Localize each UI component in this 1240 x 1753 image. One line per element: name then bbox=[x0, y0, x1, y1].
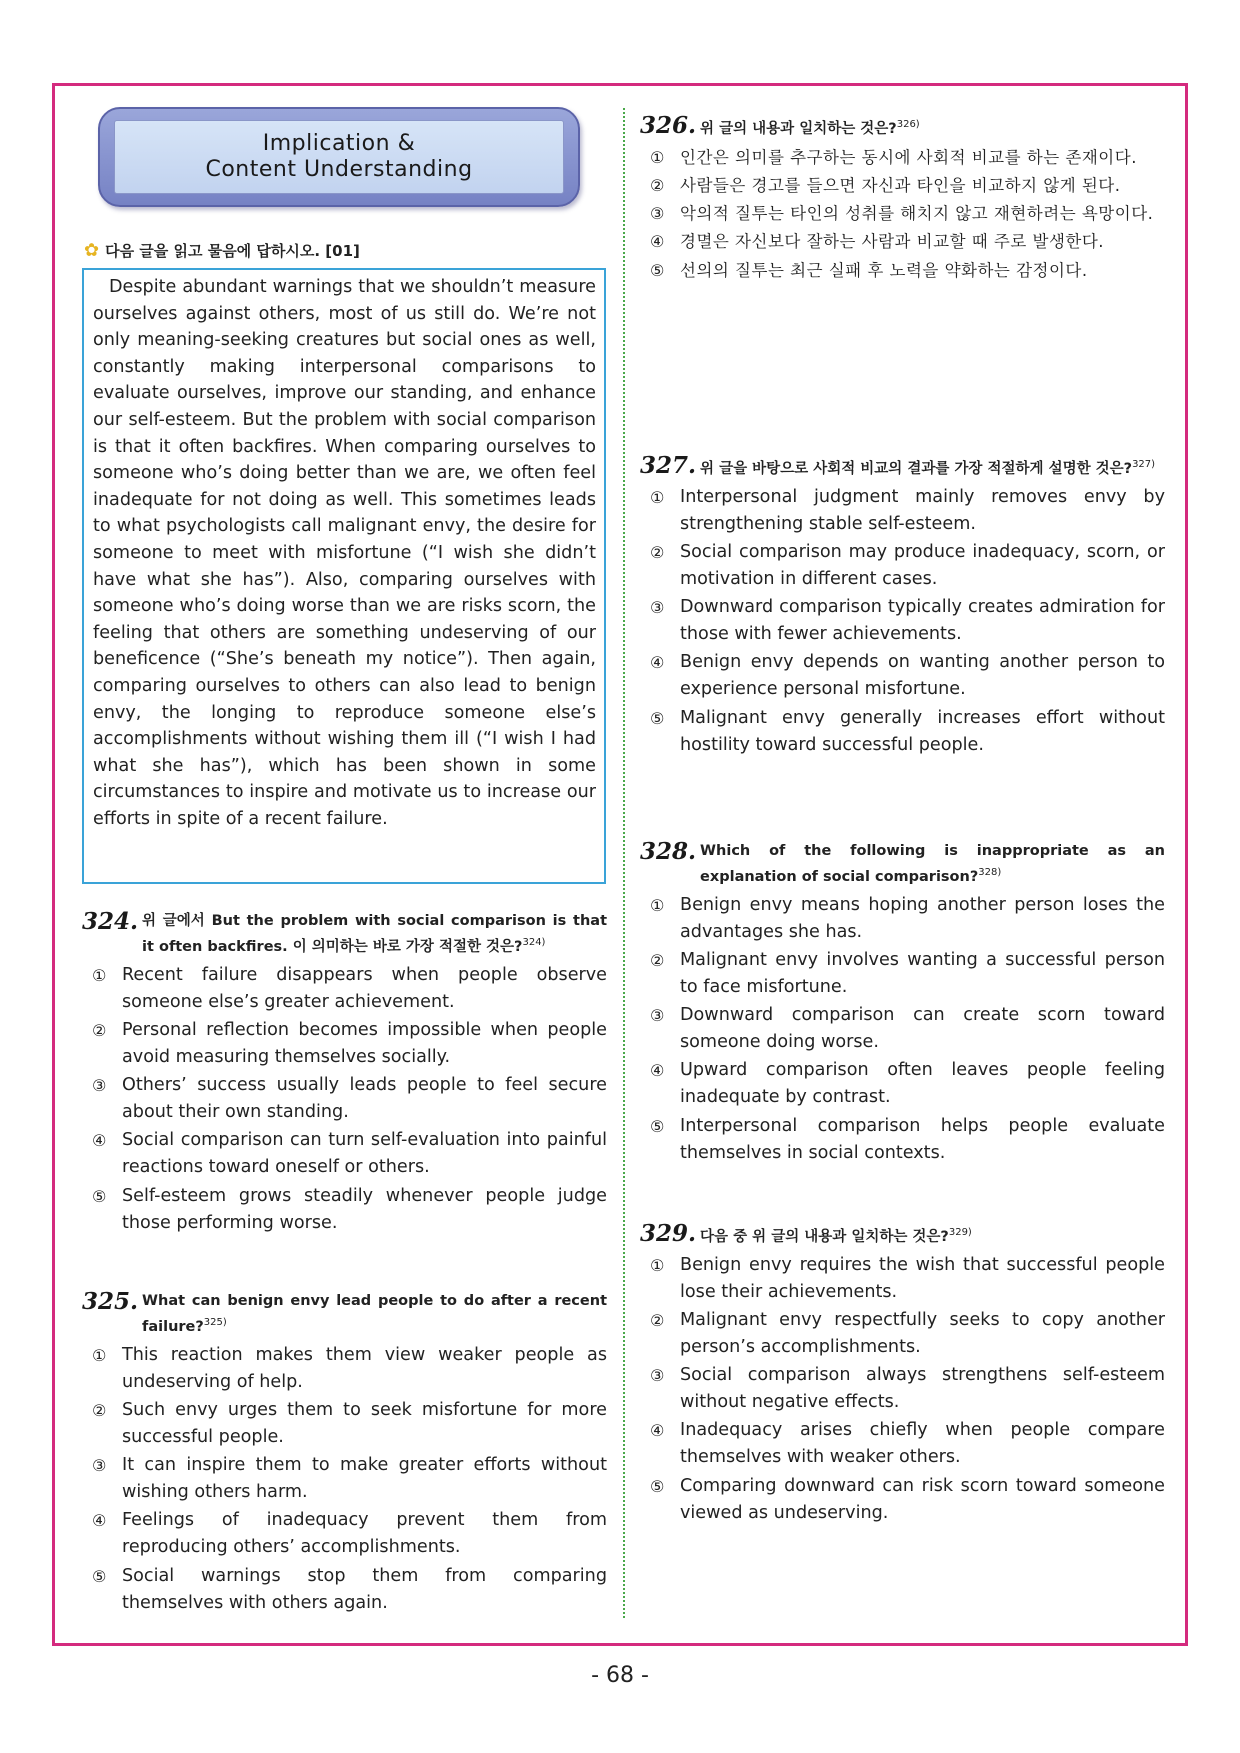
option[interactable] bbox=[640, 172, 1165, 199]
option-text: Social comparison can turn self-evaluation into painful reactions toward oneself or others. bbox=[122, 1130, 607, 1178]
option-text: It can inspire them to make greater efforts without wishing others harm. bbox=[122, 1455, 607, 1503]
option-mark: ⑤ bbox=[92, 1186, 107, 1206]
footnote-ref: 325) bbox=[203, 1317, 227, 1328]
option-mark: ③ bbox=[650, 598, 665, 618]
question-stem-text: Which of the following is inappropriate as an explanation of social comparison? bbox=[700, 843, 1165, 885]
option-text: Personal reflection becomes impossible when people avoid measuring themselves socially. bbox=[122, 1020, 607, 1068]
question-329 bbox=[640, 1222, 1165, 1528]
option-text: Upward comparison often leaves people feeling inadequate by contrast. bbox=[680, 1060, 1165, 1108]
option[interactable] bbox=[82, 1452, 607, 1506]
option[interactable] bbox=[640, 144, 1165, 171]
question-stem bbox=[700, 114, 920, 140]
option[interactable] bbox=[640, 539, 1165, 593]
option[interactable] bbox=[640, 257, 1165, 284]
question-stem-text: 위 글을 바탕으로 사회적 비교의 결과를 가장 적절하게 설명한 것은? bbox=[700, 460, 1133, 477]
option[interactable] bbox=[82, 1017, 607, 1071]
question-stem bbox=[700, 840, 1165, 888]
option-text: Interpersonal comparison helps people evaluate themselves in social contexts. bbox=[680, 1115, 1165, 1163]
option-text: 인간은 의미를 추구하는 동시에 사회적 비교를 하는 존재이다. bbox=[680, 147, 1137, 167]
option-mark: ② bbox=[650, 543, 665, 563]
option-mark: ② bbox=[650, 176, 665, 196]
option-text: Benign envy requires the wish that successful people lose their achievements. bbox=[680, 1254, 1165, 1302]
option-text: Malignant envy generally increases effort without hostility toward successful people. bbox=[680, 707, 1165, 755]
option[interactable] bbox=[82, 1183, 607, 1237]
option[interactable] bbox=[82, 1072, 607, 1126]
option-text: Self-esteem grows steadily whenever people judge those performing worse. bbox=[122, 1185, 607, 1233]
option-text: Social comparison may produce inadequacy, scorn, or motivation in different cases. bbox=[680, 542, 1165, 590]
instruction-text: 다음 글을 읽고 물음에 답하시오. [01] bbox=[105, 242, 360, 260]
option-mark: ④ bbox=[650, 232, 665, 252]
question-stem bbox=[700, 1222, 972, 1248]
instruction bbox=[84, 240, 360, 261]
option-text: Downward comparison can create scorn toward someone doing worse. bbox=[680, 1005, 1165, 1053]
question-stem-text: 위 글에서 But the problem with social comparison is that it often backfires. 이 의미하는 바로 가장 적절한 것은? bbox=[142, 913, 607, 955]
question-stem-text: 위 글의 내용과 일치하는 것은? bbox=[700, 120, 897, 137]
option[interactable] bbox=[640, 1362, 1165, 1416]
option-mark: ① bbox=[650, 147, 665, 167]
section-title-box bbox=[98, 107, 580, 207]
column-divider bbox=[623, 108, 625, 1618]
option-text: Benign envy depends on wanting another person to experience personal misfortune. bbox=[680, 652, 1165, 700]
option-mark: ③ bbox=[92, 1076, 107, 1096]
question-stem bbox=[142, 910, 607, 958]
question-stem-text: What can benign envy lead people to do after a recent failure? bbox=[142, 1293, 607, 1335]
option-mark: ② bbox=[650, 951, 665, 971]
option-text: Inadequacy arises chiefly when people compare themselves with weaker others. bbox=[680, 1420, 1165, 1468]
option[interactable] bbox=[82, 1127, 607, 1181]
option-text: Social warnings stop them from comparing themselves with others again. bbox=[122, 1565, 607, 1613]
option[interactable] bbox=[640, 1002, 1165, 1056]
option-mark: ④ bbox=[650, 1421, 665, 1441]
option-mark: ② bbox=[92, 1021, 107, 1041]
option-text: Interpersonal judgment mainly removes envy by strengthening stable self-esteem. bbox=[680, 486, 1165, 534]
question-number: 324. bbox=[82, 908, 139, 935]
footnote-ref: 324) bbox=[522, 937, 546, 948]
flower-icon: ✿ bbox=[84, 240, 100, 261]
footnote-ref: 327) bbox=[1132, 459, 1156, 470]
option-mark: ⑤ bbox=[650, 708, 665, 728]
option[interactable] bbox=[640, 200, 1165, 227]
question-325 bbox=[82, 1290, 607, 1618]
option-mark: ⑤ bbox=[92, 1566, 107, 1586]
option[interactable] bbox=[640, 892, 1165, 946]
question-number: 327. bbox=[640, 452, 697, 479]
question-number: 329. bbox=[640, 1220, 697, 1247]
option-text: This reaction makes them view weaker people as undeserving of help. bbox=[122, 1344, 607, 1392]
option-text: 악의적 질투는 타인의 성취를 해치지 않고 재현하려는 욕망이다. bbox=[680, 204, 1154, 224]
reading-passage bbox=[82, 268, 606, 884]
option-mark: ④ bbox=[650, 1061, 665, 1081]
option[interactable] bbox=[640, 1307, 1165, 1361]
section-title-inner bbox=[114, 120, 564, 194]
question-stem bbox=[142, 1290, 607, 1338]
section-title-line1: Implication & bbox=[262, 131, 416, 156]
question-327 bbox=[640, 454, 1165, 760]
option-mark: ① bbox=[650, 895, 665, 915]
option-text: Benign envy means hoping another person loses the advantages she has. bbox=[680, 894, 1165, 942]
option[interactable] bbox=[82, 1342, 607, 1396]
option-text: Social comparison always strengthens self-esteem without negative effects. bbox=[680, 1365, 1165, 1413]
option-text: Malignant envy respectfully seeks to copy another person’s accomplishments. bbox=[680, 1310, 1165, 1358]
option-mark: ① bbox=[92, 1345, 107, 1365]
option[interactable] bbox=[82, 1507, 607, 1561]
option-mark: ④ bbox=[92, 1511, 107, 1531]
option-mark: ⑤ bbox=[650, 1476, 665, 1496]
option[interactable] bbox=[640, 1417, 1165, 1471]
option-mark: ③ bbox=[650, 1366, 665, 1386]
option-mark: ⑤ bbox=[650, 1116, 665, 1136]
option[interactable] bbox=[640, 705, 1165, 759]
option-text: Comparing downward can risk scorn toward someone viewed as undeserving. bbox=[680, 1475, 1165, 1523]
option-text: Such envy urges them to seek misfortune for more successful people. bbox=[122, 1400, 607, 1448]
question-328 bbox=[640, 840, 1165, 1168]
option-text: 사람들은 경고를 들으면 자신과 타인을 비교하지 않게 된다. bbox=[680, 176, 1121, 196]
option-text: Downward comparison typically creates admiration for those with fewer achievements. bbox=[680, 597, 1165, 645]
question-number: 325. bbox=[82, 1288, 139, 1315]
option[interactable] bbox=[640, 947, 1165, 1001]
option[interactable] bbox=[640, 1057, 1165, 1111]
option-text: 경멸은 자신보다 잘하는 사람과 비교할 때 주로 발생한다. bbox=[680, 232, 1105, 252]
option[interactable] bbox=[82, 962, 607, 1016]
question-324 bbox=[82, 910, 607, 1238]
section-title-line2: Content Understanding bbox=[205, 157, 473, 182]
option-text: Recent failure disappears when people observe someone else’s greater achievement. bbox=[122, 964, 607, 1012]
page-number: - 68 - bbox=[591, 1663, 649, 1688]
option-text: Malignant envy involves wanting a successful person to face misfortune. bbox=[680, 950, 1165, 998]
option-mark: ⑤ bbox=[650, 260, 665, 280]
option[interactable] bbox=[640, 1473, 1165, 1527]
question-stem bbox=[700, 454, 1155, 480]
option[interactable] bbox=[640, 484, 1165, 538]
footnote-ref: 328) bbox=[978, 867, 1002, 878]
option-text: Feelings of inadequacy prevent them from reproducing others’ accomplishments. bbox=[122, 1510, 607, 1558]
option[interactable] bbox=[640, 649, 1165, 703]
option-mark: ① bbox=[650, 1255, 665, 1275]
passage-text: Despite abundant warnings that we shouldn’t measure ourselves against others, most of us still do. We’re not only meaning-seeking creatures but social ones as well, constantly making interpersonal comparisons to evaluate ourselves, improve our standing, and enhance our self-esteem. But the problem with social comparison is that it often backfires. When comparing ourselves to someone who’s doing better than we are, we often feel inadequate for not doing as well. This sometimes leads to what psychologists call malignant envy, the desire for someone to meet with misfortune (“I wish she didn’t have what she has”). Also, comparing ourselves with someone who’s doing worse than we are risks scorn, the feeling that others are something undeserving of our beneficence (“She’s beneath my notice”). Then again, comparing ourselves to others can also lead to benign envy, the longing to reproduce someone else’s accomplishments without wishing them ill (“I wish I had what she has”), which has been shown in some circumstances to inspire and motivate us to increase our efforts in spite of a recent failure. bbox=[93, 277, 596, 829]
question-number: 328. bbox=[640, 838, 697, 865]
option-mark: ① bbox=[92, 965, 107, 985]
option-text: 선의의 질투는 최근 실패 후 노력을 약화하는 감정이다. bbox=[680, 260, 1088, 280]
option-mark: ④ bbox=[650, 653, 665, 673]
option[interactable] bbox=[640, 1113, 1165, 1167]
option-mark: ③ bbox=[650, 1006, 665, 1026]
option-mark: ② bbox=[650, 1311, 665, 1331]
footnote-ref: 329) bbox=[948, 1227, 972, 1238]
footnote-ref: 326) bbox=[896, 119, 920, 130]
question-326 bbox=[640, 114, 1165, 285]
option-mark: ④ bbox=[92, 1131, 107, 1151]
option-mark: ③ bbox=[92, 1456, 107, 1476]
option[interactable] bbox=[640, 228, 1165, 255]
option[interactable] bbox=[82, 1397, 607, 1451]
option-mark: ① bbox=[650, 487, 665, 507]
question-stem-text: 다음 중 위 글의 내용과 일치하는 것은? bbox=[700, 1228, 949, 1245]
option[interactable] bbox=[640, 594, 1165, 648]
option-mark: ② bbox=[92, 1401, 107, 1421]
option-text: Others’ success usually leads people to feel secure about their own standing. bbox=[122, 1075, 607, 1123]
option[interactable] bbox=[82, 1563, 607, 1617]
option-mark: ③ bbox=[650, 204, 665, 224]
question-number: 326. bbox=[640, 112, 697, 139]
option[interactable] bbox=[640, 1252, 1165, 1306]
